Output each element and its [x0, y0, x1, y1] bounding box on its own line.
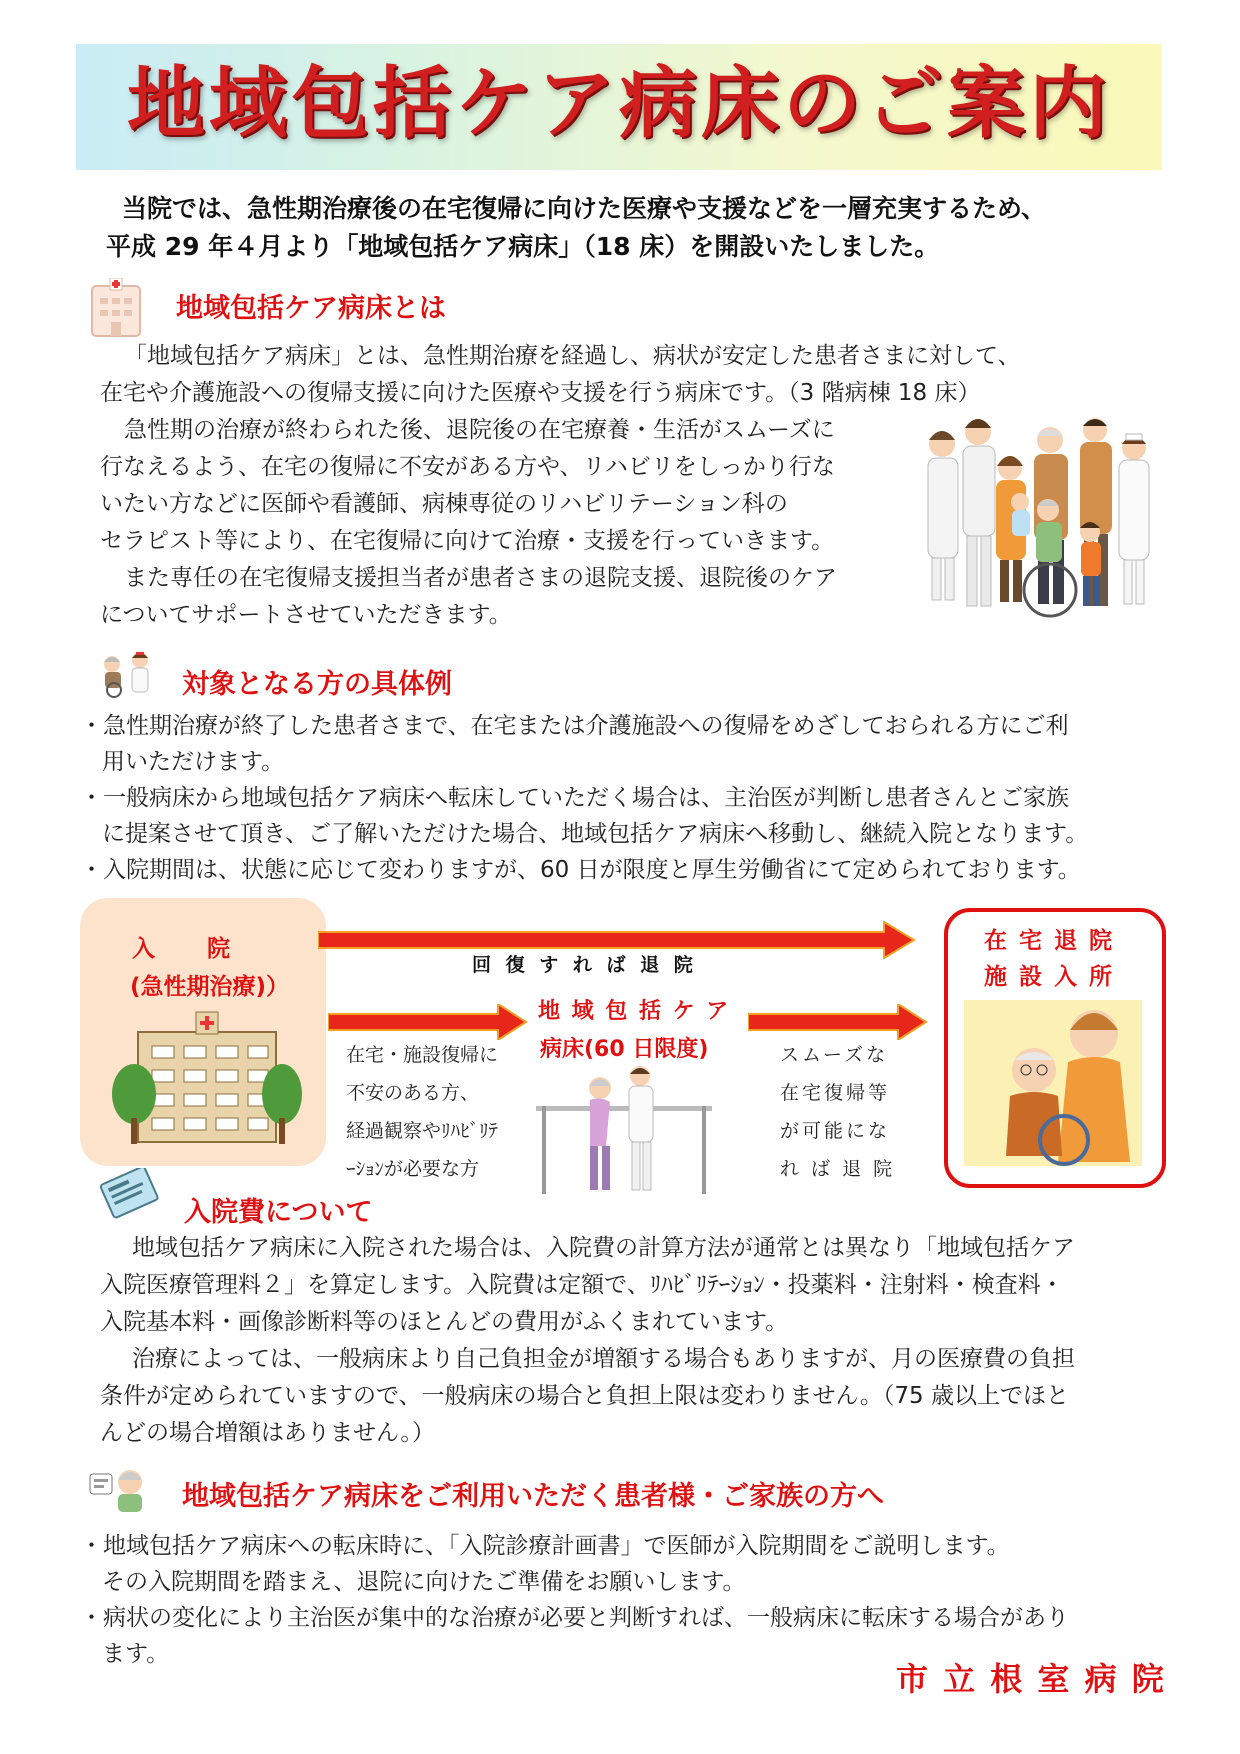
- condition-line-1: 在宅・施設復帰に: [346, 1044, 499, 1066]
- medical-booklet-icon: [98, 1168, 162, 1224]
- notice-item-2-line-2: ます。: [102, 1641, 170, 1667]
- examples-item-2-line-2: に提案させて頂き、ご了解いただけた場合、地域包括ケア病床へ移動し、継続入院となります。: [102, 821, 1089, 847]
- notice-item-1-line-2: その入院期間を踏まえ、退院に向けたご準備をお願いします。: [102, 1569, 746, 1595]
- examples-item-1-line-1: ・急性期治療が終了した患者さまで、在宅または介護施設への復帰をめざしておられる方にご利: [80, 713, 1069, 739]
- page-title: 地域包括ケア病床のご案内: [126, 59, 1111, 149]
- about-p2-line-3: いたい方などに医師や看護師、病棟専従のリハビリテーション科の: [100, 491, 788, 517]
- fees-p1-line-1: 地域包括ケア病床に入院された場合は、入院費の計算方法が通常とは異なり「地域包括ケア: [132, 1235, 1075, 1261]
- hospital-building-illustration: [112, 1010, 302, 1154]
- fees-p1-line-2: 入院医療管理料２」を算定します。入院費は定額で、ﾘﾊﾋﾞﾘﾃｰｼｮﾝ・投薬料・注射料・検査料・: [100, 1272, 1064, 1298]
- admission-label: 入 院: [132, 936, 232, 962]
- recover-label: 回 復 す れ ば 退 院: [472, 954, 697, 976]
- examples-item-1-line-2: 用いただけます。: [102, 749, 285, 775]
- fees-p1-line-3: 入院基本料・画像診断料等のほとんどの費用がふくまれています。: [100, 1309, 789, 1335]
- smooth-line-1: スムーズな: [780, 1044, 889, 1066]
- home-discharge-label: 在 宅 退 院: [984, 928, 1115, 954]
- rehabilitation-illustration: [536, 1066, 712, 1200]
- about-paragraph-2: [100, 412, 920, 634]
- examples-item-3-line-1: ・入院期間は、状態に応じて変わりますが、60 日が限度と厚生労働省にて定められております。: [80, 857, 1081, 883]
- examples-item-2-line-1: ・一般病床から地域包括ケア病床へ転床していただく場合は、主治医が判断し患者さんとご家族: [80, 785, 1069, 811]
- care-ward-label: 地 域 包 括 ケ ア: [538, 999, 731, 1024]
- admission-sublabel: (急性期治療)）: [130, 974, 290, 1000]
- wheelchair-nurse-icon: [96, 650, 160, 702]
- hospital-name: 市 立 根 室 病 院: [896, 1660, 1166, 1698]
- caregiver-wheelchair-illustration: [964, 1000, 1142, 1170]
- elderly-patient-icon: [88, 1466, 152, 1518]
- about-p2-line-2: 行なえるよう、在宅の復帰に不安がある方や、リハビリをしっかり行な: [100, 454, 835, 480]
- smooth-line-3: が可能にな: [780, 1120, 891, 1142]
- about-p3-line-1: また専任の在宅復帰支援担当者が患者さまの退院支援、退院後のケア: [124, 565, 837, 591]
- about-paragraph-1: [100, 338, 1180, 412]
- care-ward-sublabel: 病床(60 日限度): [540, 1037, 709, 1062]
- patients-notice-list: [80, 1528, 1190, 1672]
- smooth-return-text: [780, 1036, 895, 1188]
- intro-text: [100, 190, 1180, 266]
- smooth-line-4: れ ば 退 院: [780, 1158, 896, 1180]
- about-p1-line-1: 「地域包括ケア病床」とは、急性期治療を経過し、病状が安定した患者さまに対して、: [124, 343, 1021, 369]
- section-heading-for-patients: 地域包括ケア病床をご利用いただく患者様・ご家族の方へ: [182, 1481, 884, 1512]
- hospital-building-icon: [88, 278, 144, 342]
- intro-line-1: 当院では、急性期治療後の在宅復帰に向けた医療や支援などを一層充実するため、: [122, 194, 1047, 223]
- about-p2-line-4: セラピスト等により、在宅復帰に向けて治療・支援を行っていきます。: [100, 528, 835, 554]
- condition-line-4: ｰｼｮﾝが必要な方: [346, 1158, 480, 1180]
- facility-admission-label: 施 設 入 所: [984, 964, 1115, 990]
- about-p3-line-2: についてサポートさせていただきます。: [100, 602, 512, 628]
- section-heading-examples: 対象となる方の具体例: [182, 669, 452, 700]
- fees-paragraph: [100, 1230, 1190, 1452]
- smooth-line-2: 在宅復帰等: [780, 1082, 891, 1104]
- section-heading-fees: 入院費について: [184, 1197, 373, 1228]
- examples-list: [80, 708, 1190, 888]
- notice-item-2-line-1: ・病状の変化により主治医が集中的な治療が必要と判断すれば、一般病床に転床する場合があり: [80, 1605, 1069, 1631]
- medical-staff-family-illustration: [920, 410, 1160, 634]
- fees-p2-line-1: 治療によっては、一般病床より自己負担金が増額する場合もありますが、月の医療費の負担: [132, 1346, 1075, 1372]
- fees-p2-line-3: んどの場合増額はありません。）: [100, 1420, 435, 1446]
- condition-line-2: 不安のある方、: [346, 1082, 480, 1104]
- about-p2-line-1: 急性期の治療が終わられた後、退院後の在宅療養・生活がスムーズに: [124, 417, 835, 443]
- condition-line-3: 経過観察やﾘﾊﾋﾞﾘﾃ: [346, 1120, 499, 1142]
- intro-line-2: 平成 29 年４月より「地域包括ケア病床」（18 床）を開設いたしました。: [106, 232, 940, 261]
- notice-item-1-line-1: ・地域包括ケア病床への転床時に、「入院診療計画書」で医師が入院期間をご説明します。: [80, 1533, 1010, 1559]
- condition-text: [346, 1036, 498, 1188]
- about-p1-line-2: 在宅や介護施設への復帰支援に向けた医療や支援を行う病床です。（3 階病棟 18 床）: [100, 380, 981, 406]
- fees-p2-line-2: 条件が定められていますので、一般病床の場合と負担上限は変わりません。（75 歳以上でほと: [100, 1383, 1069, 1409]
- section-heading-about: 地域包括ケア病床とは: [176, 293, 446, 324]
